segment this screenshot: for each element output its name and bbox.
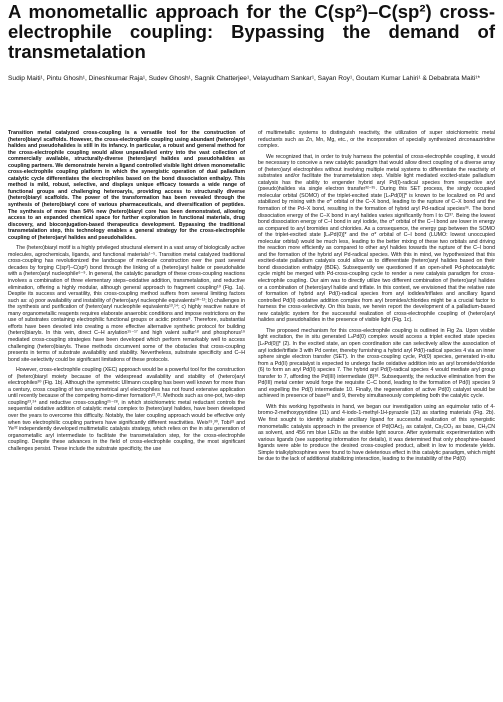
paper-title: A monometallic approach for the C(sp²)–C(sp²) cross-electrophile coupling: Bypassing the demand of transmetalation	[8, 1, 495, 62]
right-paragraph-3: With this working hypothesis in hand, we began our investigation using an equimolar ratio of 4-bromo-2-methoxypyridine (11) and 4-iodo-1-methyl-1H-pyrazole (12) as starting materials (Fig. 2b). We first sought to identify suitable ancillary ligand for successful realization of this synergistic monometallic catalysis approach in the presence of Pd(OAc)₂ as catalyst, Cs₂CO₃ as base, CH₃CN as solvent, and 456 nm blue LEDs as the visible light source. After systematic experimentation with various ligands (see supporting information for details), it was determined that only phosphine-based ligands were able to produce the desired cross-coupled product, albeit in low to moderate yields. Simple trialkylphosphines were found to have deleterious effect in this catalytic paradigm, which might be due to the lack of additional stabilizing interaction, leading to the instability of the Pd(0)	[258, 403, 495, 463]
right-column	[258, 130, 495, 467]
paper-page	[0, 2, 503, 702]
abstract: Transition metal catalyzed cross-coupling is a versatile tool for the construction of (hetero)biaryl scaffolds. However, the cross-electrophile coupling using abundant (hetero)aryl halides and pseudohalides is still in its infancy. In particular, a robust and general method for the cross-electrophile coupling would allow unparalleled entry into the vast collection of commercially available, structurally-diverse (hetero)aryl halides and pseudohalides as coupling partners. We demonstrate herein a ligand controlled visible light driven monometallic cross-electrophile coupling platform in which the synergistic operation of dual palladium catalytic cycle differentiates the electrophiles based on the bond dissociation enthalpy. This method is mild, robust, selective, and displays unique efficacy towards a wide range of functional groups and challenging heteroaryls, providing access to structurally diverse (hetero)biaryl scaffolds. The power of the transformation has been revealed through the synthesis of (hetero)biaryl core of various pharmaceuticals, and diversification of peptides. The synthesis of more than 54% new (hetero)biaryl core has been demonstrated, allowing access to an expanded chemical space for further exploration in functional materials, drug discovery, and bioconjugation-based therapeutics development. Bypassing the traditional transmetalation step, this technology enables a general strategy for the cross-electrophile coupling of (hetero)aryl halides and pseudohalides.	[8, 130, 245, 241]
intro-paragraph-2: However, cross-electrophile coupling (XEC) approach would be a powerful tool for the construction of (hetero)biaryl moiety because of the widespread availability and stability of (hetero)aryl electrophiles²⁰ (Fig. 1b). Although the symmetric Ullmann coupling has been well known for more than a century, cross coupling of two unsymmetrical aryl electrophiles has not found extensive application until recently because of the competing homo-dimer formation²¹,²². Methods such as one-pot, two-step coupling²³,²⁴ and reductive cross-coupling²⁵⁻²⁸, in which stoichiometric metal reductant controls the sequential oxidative addition of catalytic metal complex to (hetero)aryl halides, have been developed over the years to overcome this difficulty. Notably, the later coupling approach would be effective only when two electrophilic coupling partners have significantly different reactivities. Weix²⁹,³⁰, Tobi³¹ and Ye³² independently developed multimetallic catalysis strategy, which relies on the in situ generation of organometallic aryl intermediate to facilitate the transmetalation step, for the cross-electrophile coupling. Despite these advances in the field of cross-electrophile coupling, the most significant challenges persist. These include the substrate specificity, the use	[8, 367, 245, 452]
right-paragraph-2: The proposed mechanism for this cross-electrophile coupling is outlined in Fig 2a. Upon visible light excitation, the in situ generated LₙPd(0) complex would access a triplet excited state species [LₙPd(0)]* (2). In the excited state, an open coordination site can selectively allow the association of aryl iodide/triflate 3 with Pd center, thereby furnishing a hybrid aryl Pd(I)-radical species 4 via an inner sphere single electron transfer (SET). In the cross-coupling cycle, Pd(0) species, generated in-situ from a Pd(II) precatalyst is expected to undergo facile oxidative addition into an aryl bromide/chloride (6) to form an aryl Pd(II) species 7. The hybrid aryl Pd(I)-radical species 4 would mediate aryl group transfer to 7, affording the Pd(III) intermediate (8)³⁸. Subsequently, the reductive elimination from the Pd(III) metal center would forge the requisite C–C bond, leading to the formation of Pd(I) species 9 and expelling the Pd(I) intermediate 10. Finally, the regeneration of active Pd(0) catalyst would be achieved in presence of base³⁹ and 9, thereby simultaneously completing both the catalytic cycle.	[258, 327, 495, 400]
intro-paragraph-1: The (hetero)biaryl motif is a highly privileged structural element in a vast array of biologically active molecules, agrochemicals, ligands, and functional materials¹⁻⁵. Transition metal catalyzed traditional cross-coupling has revolutionized the landscape of molecule construction over the past several decades by forging C(sp²)–C(sp²) bond through the linking of a (hetero)aryl halide or pseudohalide with a (hetero)aryl nucleophile⁶⁻⁹. In general, the catalytic paradigm of these cross-coupling reactions involves a combination of three elementary steps–oxidative addition, transmetalation, and reductive elimination, offering a highly modular, although general approach to fragment coupling¹⁰ (Fig. 1a). Despite its success and versatility, this cross-coupling method suffers from several limiting factors such as: a) poor availability and instability of (hetero)aryl nucleophile equivalents¹⁰⁻¹²; b) challenges in the synthesis and purification of (hetero)aryl nucleophile equivalents¹³,¹⁴; c) highly reactive nature of many organometallic reagents requires elaborate anaerobic conditions and impose restrictions on the use of substrates containing electrophilic functional groups or acidic protons⁸. Therefore, substantial efforts have been devoted into creating a more effective alternative synthetic protocol for building (hetero)biaryls. In this vein, direct C–H arylation¹⁵⁻¹⁷ and high valent sulfur¹⁸ and phosphorus¹⁹ mediated cross-coupling strategies have been developed which perform remarkably well to access challenging (hetero)biaryls. These methods circumvent some of the obstacles that cross-coupling presents in terms of substrate availability and stability. Nevertheless, substrate specificity and C–H bond site-selectivity could be significant limitations of these protocols.	[8, 245, 245, 363]
author-list: Sudip Maiti¹, Pintu Ghosh¹, Dineshkumar Raja¹, Sudev Ghosh¹, Sagnik Chatterjee¹, Velayudham Sankar¹, Sayan Roy¹, Goutam Kumar Lahiri¹ & Debabrata Maiti¹*	[8, 75, 481, 82]
right-paragraph-1: We recognized that, in order to truly harness the potential of cross-electrophile coupling, it would be necessary to conceive a new catalytic paradigm that would allow direct coupling of a diverse array of (hetero)aryl electrophiles without involving multiple metal systems to differentiate the reactivity of substrates and/or facilitate the transmetalation step. Visible light mediated excited-state palladium catalysis has the ability to engender hybrid aryl Pd(I)-radical species from respective aryl (pseudo)halides via single electron transfer³²⁻³⁵. During this SET process, the singly occupied molecular orbital (SOMO) of the triplet-excited state [LₙPd(0)]* is known to be localized on Pd and stabilized by mixing with the σ* orbital of the C–X bond, leading to the rupture of C–X bond and the formation of the Pd–X bond, resulting in the formation of hybrid aryl Pd-radical species³⁶. The bond dissociation energy of the C–X bond in aryl halides varies significantly from I to Cl³⁷. Being the lowest bond dissociation energy of C–I bond in aryl iodide, the σ* orbital of the C–I bond are lower in energy as compared to aryl bromides and chlorides. As a consequence, the energy gap between the SOMO of the triplet-excited state [LₙPd(0)]* and the σ* orbital of C–I bond (LUMO: lowest unoccupied molecular orbital) would be much less, leading to the better mixing of these two orbitals and driving the reaction more efficiently as compared to other aryl halides towards the rupture of the C–I bond and the formation of the hybrid aryl Pd-radical species. With this in mind, we hypothesized that this excited-state palladium catalysis could allow us to differentiate (hetero)aryl halides based on their bond dissociation enthalpy (BDE). Subsequently we questioned if an open-shell Pd-photocatalytic cycle might be merged with Pd-cross-coupling cycle to render a new catalysis paradigm for cross-electrophile coupling. Our aim was to directly utilize two different combination of (hetero)aryl halides or a combination of (hetero)aryl halide and triflate. In this context, we envisioned that the relative rate of formation of hybrid aryl Pd(I)-radical species from aryl iodides/triflates and ancillary ligand controlled Pd(II) oxidative addition complex from aryl bromides/chlorides might be a crucial factor to harness the cross-selectivity. On this basis, we herein report the development of a palladium-based new catalytic system for the successful realization of cross-electrophile coupling of (hetero)aryl halides and pseudohalides in the presence of visible light (Fig. 1c).	[258, 153, 495, 324]
left-column	[8, 130, 245, 467]
right-paragraph-0: of multimetallic systems to distinguish reactivity, the utilization of super stoichiometric metal reductants such as Zn, Mn, Mg, etc., or the incorporation of specially synthesized zirconaaziridine complex.	[258, 130, 495, 150]
body-columns	[8, 130, 495, 467]
